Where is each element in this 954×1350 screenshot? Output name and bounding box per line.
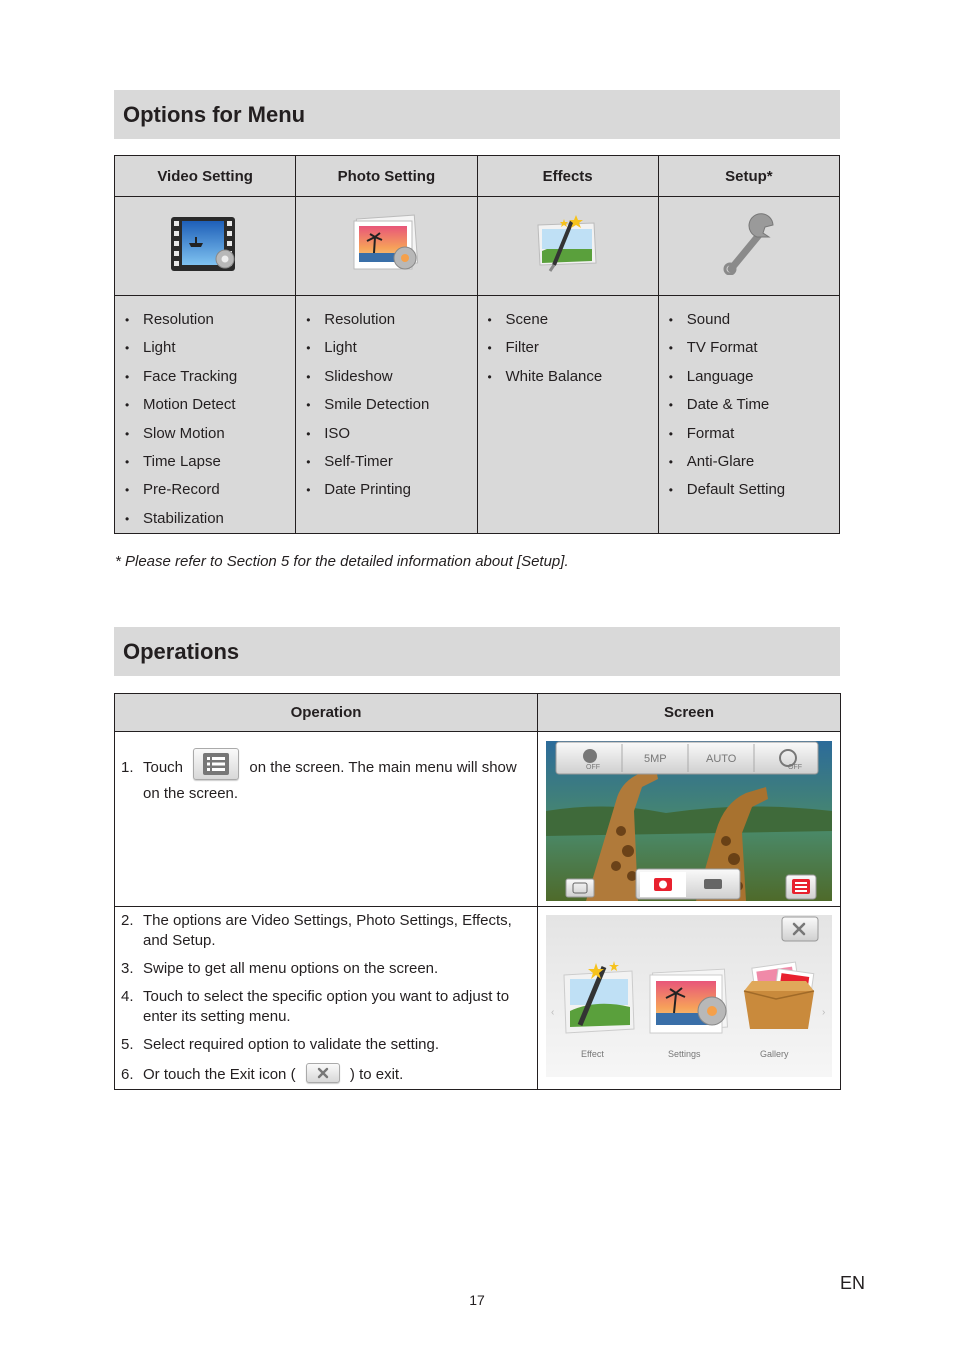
- operations-table: [114, 693, 841, 1090]
- list-item: • Resolution: [125, 306, 295, 334]
- svg-text:Settings: Settings: [668, 1049, 701, 1059]
- svg-text:Gallery: Gallery: [760, 1049, 789, 1059]
- list-item: • ISO: [306, 420, 476, 448]
- step-item: 5. Select required option to validate the setting.: [121, 1036, 440, 1053]
- column-header-photo: Photo Setting: [296, 156, 477, 197]
- list-item: • Motion Detect: [125, 391, 295, 419]
- list-item: • TV Format: [669, 334, 839, 362]
- list-item: • Sound: [669, 306, 839, 334]
- list-item: • Pre-Record: [125, 476, 295, 504]
- exit-button[interactable]: [306, 1063, 340, 1083]
- list-item: • Light: [125, 334, 295, 362]
- svg-text:›: ›: [822, 1007, 826, 1018]
- list-item: • Date Printing: [306, 476, 476, 504]
- list-item: • Stabilization: [125, 505, 295, 533]
- menu-button[interactable]: [193, 748, 239, 780]
- svg-text:5MP: 5MP: [644, 753, 667, 765]
- menu-options-table: [114, 155, 840, 534]
- column-header-setup: Setup*: [658, 156, 839, 197]
- svg-text:Effect: Effect: [581, 1049, 604, 1059]
- list-item: • Filter: [488, 334, 658, 362]
- step-item: 1. Touch on the screen. The main menu will show on the screen.: [115, 744, 537, 804]
- list-item: • Face Tracking: [125, 363, 295, 391]
- language-label: EN: [840, 1273, 866, 1293]
- svg-text:OFF: OFF: [586, 764, 600, 771]
- list-item: • Scene: [488, 306, 658, 334]
- step-item: 3. Swipe to get all menu options on the screen.: [121, 960, 439, 977]
- list-item: • Self-Timer: [306, 448, 476, 476]
- effects-list: [478, 296, 658, 391]
- menu-screen-image: [546, 915, 832, 1077]
- setup-footnote: * Please refer to Section 5 for the detailed information about [Setup].: [115, 553, 569, 570]
- menu-list-icon: [194, 749, 238, 779]
- list-item: • Anti-Glare: [669, 448, 839, 476]
- video-setting-list: [115, 296, 295, 533]
- column-header-operation: Operation: [115, 694, 538, 732]
- menu-section-header: [114, 90, 840, 139]
- column-header-effects: Effects: [477, 156, 658, 197]
- column-header-screen: Screen: [538, 694, 841, 732]
- close-icon: [307, 1064, 339, 1082]
- list-item: • Date & Time: [669, 391, 839, 419]
- column-header-video: Video Setting: [115, 156, 296, 197]
- svg-text:‹: ‹: [551, 1007, 555, 1018]
- list-item: • Light: [306, 334, 476, 362]
- operations-section-header: [114, 627, 840, 676]
- step-item: 2. The options are Video Settings, Photo Settings, Effects, and Setup.: [121, 912, 512, 949]
- list-item: • Slow Motion: [125, 420, 295, 448]
- video-setting-icon: [169, 213, 241, 275]
- list-item: • White Balance: [488, 363, 658, 391]
- page-number: 17: [469, 1292, 485, 1308]
- section-title: Options for Menu: [123, 102, 306, 127]
- list-item: • Smile Detection: [306, 391, 476, 419]
- list-item: • Resolution: [306, 306, 476, 334]
- svg-text:AUTO: AUTO: [706, 753, 737, 765]
- wrench-icon: [713, 213, 785, 275]
- camera-screen-image: [546, 741, 832, 901]
- list-item: • Language: [669, 363, 839, 391]
- list-item: • Default Setting: [669, 476, 839, 504]
- step-item: 6. Or touch the Exit icon ( ) to exit.: [115, 1065, 537, 1085]
- section-title: Operations: [123, 639, 240, 664]
- setup-list: [659, 296, 839, 505]
- photo-setting-list: [296, 296, 476, 505]
- list-item: • Slideshow: [306, 363, 476, 391]
- list-item: • Format: [669, 420, 839, 448]
- step-list: [115, 732, 537, 804]
- effects-icon: [532, 213, 604, 275]
- step-item: 4. Touch to select the specific option you want to adjust to enter its setting menu.: [121, 988, 510, 1025]
- step-list: [115, 907, 537, 1085]
- svg-text:OFF: OFF: [788, 764, 802, 771]
- photo-setting-icon: [350, 213, 422, 275]
- list-item: • Time Lapse: [125, 448, 295, 476]
